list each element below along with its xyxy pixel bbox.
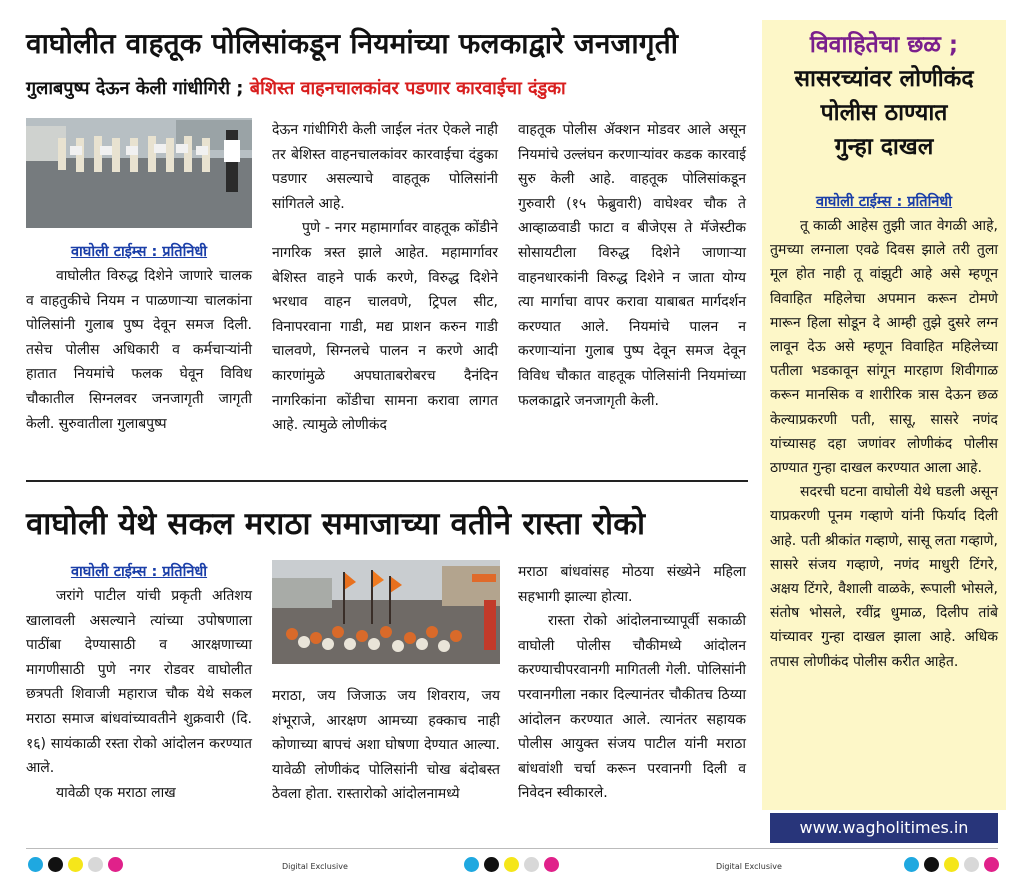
story1-col2-text-a: देऊन गांधीगिरी केली जाईल नंतर ऐकले नाही तर बेशिस्त वाहनचालकांवर कारवाईचा दंडुका पडणार असल्याचे वाहतूक पोलिसांनी सांगितले आहे. bbox=[272, 122, 498, 212]
sidebar-para1: तू काळी आहेस तुझी जात वेगळी आहे, तुमच्या लग्नाला एवढे दिवस झाले तरी तुला मूल होत नाही तू वांझुटी आहे असे म्हणून विवाहित महिलेचा अपमान करून टोमणे मारून हिला सोडून दे आम्ही तुझे दुसरे लग्न लावून देऊ असे म्हणून विवाहित महिलेच्या पतीला भडकावून सांगून मारहाण शिवीगाळ करून मानसिक व शारीरिक त्रास देऊन छळ केल्याप्रकरणी पती, सासू, सासरे नणंद यांच्यासह दहा जणांवर लोणीकंद पोलीस ठाण्यात गुन्हा दाखल करण्यात आला आहे. bbox=[770, 218, 998, 477]
story1-column-3 bbox=[518, 118, 746, 413]
story1-byline: वाघोली टाईम्स : प्रतिनिधी bbox=[70, 244, 208, 260]
sidebar-title-line4: गुन्हा दाखल bbox=[834, 134, 934, 160]
story1-subhead bbox=[26, 76, 566, 102]
story2-column-1 bbox=[26, 560, 252, 805]
story1-column-2 bbox=[272, 118, 498, 438]
website-bar[interactable] bbox=[770, 813, 998, 843]
protest-photo-illustration bbox=[272, 560, 500, 664]
registration-dot-black bbox=[484, 857, 499, 872]
sidebar-byline: वाघोली टाईम्स : प्रतिनिधी bbox=[815, 194, 953, 210]
story2-byline: वाघोली टाईम्स : प्रतिनिधी bbox=[70, 564, 208, 580]
footer-rule bbox=[26, 848, 998, 849]
story1-col2-text-b: पुणे - नगर महामार्गावर वाहतूक कोंडीने नागरिक त्रस्त झाले आहेत. महामार्गावर बेशिस्त वाहने पार्क करणे, विरुद्ध दिशेने भरधाव वाहन चालवणे, ट्रिपल सीट, विनापरवाना गाडी, मद्य प्राशन करुन गाडी चालवणे, सिग्नलचे पालन न करणे आदी कारणांमुळे अपघाताबरोबरच दैनंदिन नागरिकांना कोंडीचा सामना करावा लागत आहे. त्यामुळे लोणीकंद bbox=[272, 220, 498, 434]
footer-label-right: Digital Exclusive bbox=[716, 862, 782, 871]
footer-label-left: Digital Exclusive bbox=[282, 862, 348, 871]
sidebar-title-line1: विवाहितेचा छळ ; bbox=[809, 32, 959, 58]
registration-dot-yellow bbox=[504, 857, 519, 872]
sidebar-title bbox=[762, 28, 1006, 164]
story2-column-2 bbox=[272, 684, 500, 807]
story1-subhead-black: गुलाबपुष्प देऊन केली गांधीगिरी ; bbox=[26, 78, 244, 99]
registration-dot-black bbox=[48, 857, 63, 872]
registration-dot-cyan bbox=[464, 857, 479, 872]
story1-col3-text: वाहतूक पोलीस ॲक्शन मोडवर आले असून नियमांचे उल्लंघन करणाऱ्यांवर कडक कारवाई सुरु केली आहे. वाहतूक पोलिसांकडून गुरुवारी (१५ फेब्रुवारी) वाघेश्वर चौक ते आव्हाळवाडी फाटा व बीजेएस ते मॅजेस्टीक सोसायटीला विरुद्ध दिशेने जाणाऱ्या वाहनधारकांनी विरुद्ध दिशेने न जाता योग्य त्या मार्गाचा वापर करावा याबाबत मार्गदर्शन करण्यात आले. नियमांचे पालन न करणाऱ्यांना गुलाब पुष्प देवून समज देवून विविध चौकात वाहतूक पोलिसांनी नियमांच्या फलकाद्वारे जनजागृती केली. bbox=[518, 122, 746, 409]
story1-subhead-red: बेशिस्त वाहनचालकांवर पडणार कारवाईचा दंडुका bbox=[249, 78, 566, 99]
story-divider bbox=[26, 480, 748, 482]
story2-col3-text-b: रास्ता रोको आंदोलनाच्यापूर्वी सकाळी वाघोली पोलीस चौकीमध्ये आंदोलन करण्याचीपरवानगी मागितली गेली. पोलिसांनी परवानगीला नकार दिल्यानंतर चौकीतच ठिय्या आंदोलन करण्यात आले. त्यानंतर सहायक पोलीस आयुक्त संजय पाटील यांनी मराठा बांधवांशी चर्चा करून परवानगी दिली व निवेदन स्वीकारले. bbox=[518, 613, 746, 802]
registration-dot-cyan bbox=[904, 857, 919, 872]
story2-col2-text: मराठा, जय जिजाऊ जय शिवराय, जय शंभूराजे, आरक्षण आमच्या हक्काच नाही कोणाच्या बापचं अशा घोषणा देण्यात आल्या. यावेळी लोणीकंद पोलिसांनी चोख बंदोबस्त ठेवला होता. रास्तारोको आंदोलनामध्ये bbox=[272, 688, 500, 803]
story2-col1-text-b: यावेळी एक मराठा लाख bbox=[56, 784, 176, 801]
story2-col1-text-a: जरांगे पाटील यांची प्रकृती अतिशय खालावली असल्याने त्यांच्या उपोषणाला पाठींबा देण्यासाठी व आरक्षणाच्या मागणीसाठी पुणे नगर रोडवर वाघोलीत छत्रपती शिवाजी महाराज चौक येथे सकल मराठा समाज बांधवांच्यावतीने शुक्रवारी (दि. १६) सायंकाळी रस्ता रोको आंदोलन करण्यात आले. bbox=[26, 588, 252, 777]
traffic-police-photo-illustration bbox=[26, 118, 252, 228]
story1-column-1 bbox=[26, 240, 252, 436]
registration-dot-magenta bbox=[544, 857, 559, 872]
sidebar-title-line3: पोलीस ठाण्यात bbox=[820, 100, 948, 126]
sidebar-body bbox=[770, 190, 998, 674]
website-url[interactable]: www.wagholitimes.in bbox=[799, 818, 969, 837]
story2-col3-text-a: मराठा बांधवांसह मोठया संख्येने महिला सहभागी झाल्या होत्या. bbox=[518, 564, 746, 605]
story2-column-3 bbox=[518, 560, 746, 806]
registration-dot-grey bbox=[964, 857, 979, 872]
story1-col1-text: वाघोलीत विरुद्ध दिशेने जाणारे चालक व वाहतुकीचे नियम न पाळणाऱ्या चालकांना पोलिसांनी गुलाब पुष्प देवून समज दिली. तसेच पोलीस अधिकारी व कर्मचाऱ्यांनी हातात नियमांचे फलक घेवून विविध चौकातील सिग्नलवर जनजागृती जागृती केली. सुरुवातीला गुलाबपुष्प bbox=[26, 268, 252, 432]
registration-dot-magenta bbox=[984, 857, 999, 872]
traffic-police-photo bbox=[26, 118, 252, 228]
registration-dot-yellow bbox=[68, 857, 83, 872]
sidebar-title-line2: सासरच्यांवर लोणीकंद bbox=[794, 66, 974, 92]
sidebar-para2: सदरची घटना वाघोली येथे घडली असून याप्रकरणी पूनम गव्हाणे यांनी फिर्याद दिली आहे. पती श्रीकांत गव्हाणे, सासू लता गव्हाणे, सासरे संजय गव्हाणे, नणंद माधुरी टिंगरे, अक्षय टिंगरे, वैशाली वाळके, रूपाली भोसले, संतोष भोसले, रवींद्र धुमाळ, दिलीप तांबे यांच्यावर गुन्हा दाखल झाला आहे. अधिक तपास लोणीकंद पोलीस करीत आहेत. bbox=[770, 484, 998, 670]
protest-photo bbox=[272, 560, 500, 664]
story1-headline: वाघोलीत वाहतूक पोलिसांकडून नियमांच्या फलकाद्वारे जनजागृती bbox=[26, 27, 679, 60]
registration-dot-cyan bbox=[28, 857, 43, 872]
registration-dot-magenta bbox=[108, 857, 123, 872]
registration-dot-grey bbox=[88, 857, 103, 872]
registration-dot-yellow bbox=[944, 857, 959, 872]
registration-dot-grey bbox=[524, 857, 539, 872]
registration-dot-black bbox=[924, 857, 939, 872]
story2-headline: वाघोली येथे सकल मराठा समाजाच्या वतीने रास्ता रोको bbox=[26, 506, 646, 542]
